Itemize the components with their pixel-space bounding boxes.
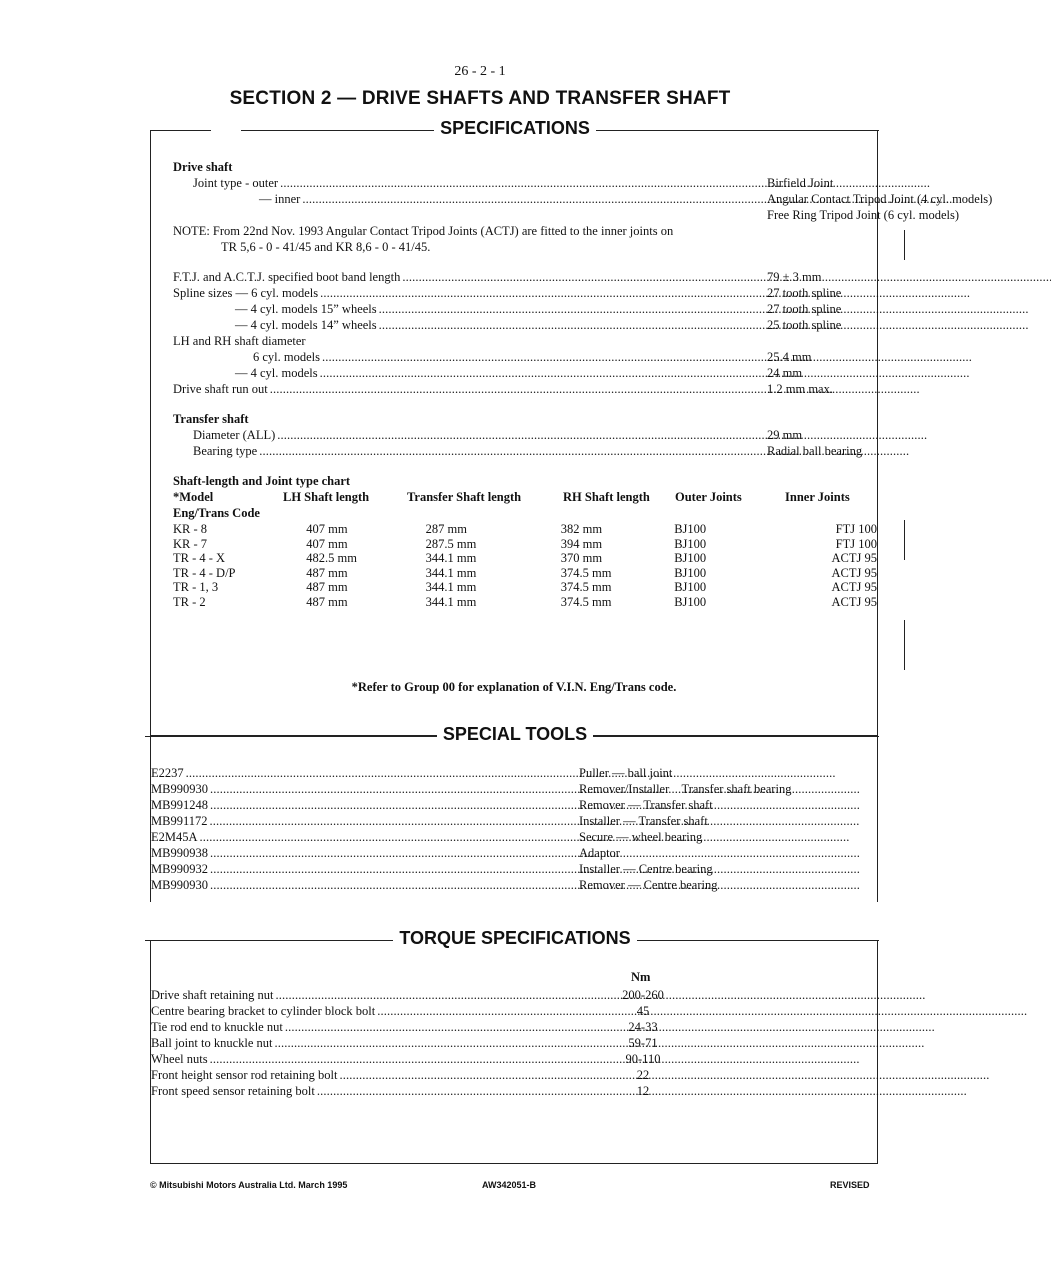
tool-description: Secure — wheel bearing (579, 830, 703, 844)
table-cell: 407 mm (306, 522, 348, 536)
table-cell: 487 mm (306, 580, 348, 594)
table-cell: BJ100 (674, 522, 707, 536)
torque-row (151, 1036, 583, 1051)
table-cell: 374.5 mm (560, 580, 612, 594)
table-row (173, 580, 877, 595)
torque-row (151, 1020, 583, 1035)
torque-section (150, 928, 878, 1164)
joint-type-inner-value-2: Free Ring Tripod Joint (6 cyl. models) (767, 208, 960, 222)
page-number: 26 - 2 - 1 (454, 64, 506, 79)
shaft-length-table (173, 522, 877, 609)
tool-code: E2M45A (151, 830, 198, 844)
joint-note-line-1: NOTE: From 22nd Nov. 1993 Angular Contact Tripod Joints (ACTJ) are fitted to the inner joints on (173, 224, 674, 238)
torque-heading: TORQUE SPECIFICATIONS (393, 928, 636, 948)
table-cell: BJ100 (674, 580, 707, 594)
spec-value: 29 mm (767, 428, 803, 442)
joint-note-line-2: TR 5,6 - 0 - 41/45 and KR 8,6 - 0 - 41/45. (221, 240, 431, 254)
table-cell: ACTJ 95 (831, 565, 877, 580)
drive-shaft-title: Drive shaft (173, 160, 233, 174)
torque-unit: Nm (631, 970, 651, 984)
torque-row (151, 988, 583, 1003)
tool-row (151, 878, 577, 893)
table-cell: BJ100 (674, 536, 707, 551)
table-cell: 482.5 mm (306, 551, 357, 565)
joint-type-inner-value-1: Angular Contact Tripod Joint (4 cyl. models) (767, 192, 993, 206)
tool-code: MB990932 (151, 862, 208, 876)
table-cell: BJ100 (674, 594, 707, 609)
spec-row: — 4 cyl. models 14” wheels . . . (235, 318, 765, 333)
table-cell: TR - 2 (173, 594, 206, 609)
joint-type-inner-row (259, 192, 765, 207)
tool-description: Installer — Transfer shaft (579, 814, 708, 828)
tool-row (151, 814, 577, 829)
torque-label: Front height sensor rod retaining bolt (151, 1068, 338, 1082)
table-cell: 374.5 mm (560, 594, 612, 609)
table-cell: KR - 8 (173, 522, 208, 536)
chart-header-model: *Model (173, 490, 214, 504)
tool-code: E2237 (151, 766, 184, 780)
chart-subheader: Eng/Trans Code (173, 506, 260, 520)
special-tools-section (150, 724, 878, 902)
torque-label: Tie rod end to knuckle nut (151, 1020, 283, 1034)
table-cell: 374.5 mm (560, 565, 612, 580)
special-tools-heading: SPECIAL TOOLS (437, 724, 593, 744)
spec-value: 25 tooth spline (767, 318, 842, 332)
joint-type-outer-label: Joint type - outer (193, 176, 279, 190)
table-row (173, 595, 877, 610)
table-cell: 487 mm (306, 565, 348, 580)
chart-footnote: *Refer to Group 00 for explanation of V.I.N. Eng/Trans code. (351, 680, 677, 694)
table-cell: 344.1 mm (425, 565, 477, 580)
footer-status: REVISED (830, 1180, 870, 1190)
torque-row (151, 1068, 583, 1083)
table-cell: 287.5 mm (425, 536, 477, 551)
tool-row (151, 766, 577, 781)
torque-value: 24-33 (628, 1020, 658, 1034)
torque-label: Drive shaft retaining nut (151, 988, 274, 1002)
torque-value: 200-260 (622, 988, 664, 1002)
tool-code: MB990938 (151, 846, 208, 860)
table-cell: KR - 7 (173, 536, 208, 551)
tool-code: MB990930 (151, 878, 208, 892)
tool-row (151, 830, 577, 845)
chart-header-outer: Outer Joints (675, 490, 742, 504)
table-cell: ACTJ 95 (831, 580, 877, 594)
chart-header-transfer: Transfer Shaft length (407, 490, 522, 504)
transfer-shaft-title: Transfer shaft (173, 412, 249, 426)
joint-type-inner-label: — inner (259, 192, 301, 206)
tool-description: Remover — Centre bearing (579, 878, 718, 892)
tool-description: Remover — Transfer shaft (579, 798, 713, 812)
table-cell: 344.1 mm (425, 551, 477, 565)
torque-value: 12 (636, 1084, 650, 1098)
tool-code: MB991172 (151, 814, 208, 828)
spec-row: Diameter (ALL) . . . (193, 428, 765, 443)
table-cell: 344.1 mm (425, 580, 477, 594)
table-cell: TR - 4 - D/P (173, 565, 236, 580)
spec-row: — 4 cyl. models 15” wheels . . . (235, 302, 765, 317)
specifications-heading: SPECIFICATIONS (434, 118, 596, 138)
table-cell: 407 mm (306, 536, 348, 551)
table-row (173, 522, 877, 537)
table-cell: 370 mm (560, 551, 603, 565)
joint-type-outer-value: Birfield Joint (767, 176, 834, 190)
torque-value: 45 (636, 1004, 650, 1018)
spec-row: — 4 cyl. models . . . (235, 366, 765, 381)
torque-value: 90-110 (625, 1052, 661, 1066)
joint-type-outer-row (193, 176, 765, 191)
specifications-section (150, 118, 993, 736)
spec-row: F.T.J. and A.C.T.J. specified boot band length . . . (173, 270, 765, 285)
spec-value: 25.4 mm (767, 350, 812, 364)
margin-mark (904, 620, 905, 670)
spec-value: 27 tooth spline (767, 286, 842, 300)
table-row (173, 566, 877, 581)
torque-value: 22 (636, 1068, 650, 1082)
spec-row: Drive shaft run out . . . (173, 382, 765, 397)
chart-header-lh: LH Shaft length (283, 490, 370, 504)
tool-description: Adaptor (579, 846, 620, 860)
tool-code: MB991248 (151, 798, 208, 812)
table-cell: 382 mm (560, 522, 603, 536)
table-cell: 487 mm (306, 594, 348, 609)
torque-label: Wheel nuts (151, 1052, 208, 1066)
table-row (173, 537, 877, 552)
footer-copyright: © Mitsubishi Motors Australia Ltd. March 1995 (150, 1180, 348, 1190)
torque-label: Front speed sensor retaining bolt (151, 1084, 315, 1098)
tool-row (151, 846, 577, 861)
spec-row: 6 cyl. models . . . (253, 350, 765, 365)
spec-value: 1.2 mm max. (767, 382, 833, 396)
spec-value: 24 mm (767, 366, 803, 380)
table-cell: 287 mm (425, 522, 467, 536)
table-row (173, 551, 877, 566)
torque-row (151, 1004, 583, 1019)
table-cell: TR - 4 - X (173, 551, 226, 565)
table-cell: ACTJ 95 (831, 594, 877, 609)
tool-description: Puller — ball joint (579, 766, 673, 780)
tool-row (151, 798, 577, 813)
table-cell: ACTJ 95 (831, 551, 877, 565)
spec-value: Radial ball bearing (767, 444, 863, 458)
page-title: SECTION 2 — DRIVE SHAFTS AND TRANSFER SHAFT (229, 88, 731, 109)
tool-description: Remover/Installer Transfer shaft bearing (579, 782, 792, 796)
footer-doc-code: AW342051-B (482, 1180, 537, 1190)
margin-mark (904, 520, 905, 560)
spec-value: 27 tooth spline (767, 302, 842, 316)
spec-value: 79 ± 3 mm (767, 270, 822, 284)
tool-row (151, 782, 577, 797)
spec-row: Bearing type . . . (193, 444, 765, 459)
torque-row (151, 1052, 583, 1067)
chart-header-rh: RH Shaft length (563, 490, 650, 504)
spec-row: Spline sizes — 6 cyl. models . . . (173, 286, 765, 301)
table-cell: 394 mm (560, 536, 603, 551)
chart-header-inner: Inner Joints (785, 490, 850, 504)
torque-label: Centre bearing bracket to cylinder block bolt (151, 1004, 376, 1018)
table-cell: 344.1 mm (425, 594, 477, 609)
table-cell: BJ100 (674, 551, 707, 565)
chart-title: Shaft-length and Joint type chart (173, 474, 351, 488)
table-cell: FTJ 100 (835, 536, 877, 551)
margin-mark (904, 230, 905, 260)
torque-value: 59-71 (628, 1036, 658, 1050)
tool-row (151, 862, 577, 877)
table-cell: BJ100 (674, 565, 707, 580)
tool-description: Installer — Centre bearing (579, 862, 713, 876)
table-cell: FTJ 100 (835, 522, 877, 536)
torque-row (151, 1084, 583, 1099)
shaft-diameter-label: LH and RH shaft diameter (173, 334, 306, 348)
torque-label: Ball joint to knuckle nut (151, 1036, 273, 1050)
tool-code: MB990930 (151, 782, 208, 796)
table-cell: TR - 1, 3 (173, 580, 219, 594)
